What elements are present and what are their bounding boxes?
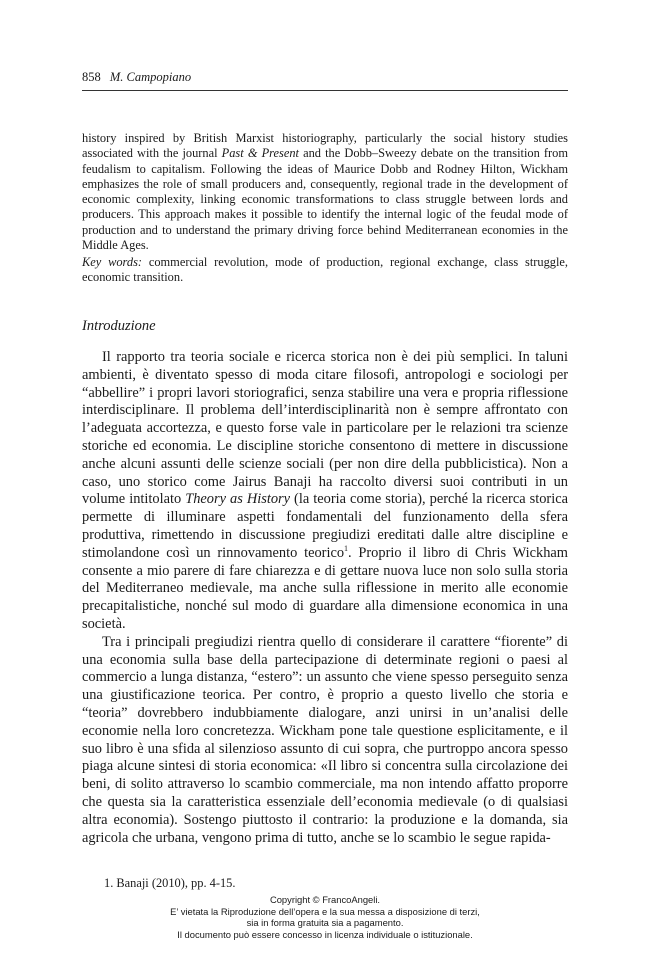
running-header: [82, 70, 568, 85]
copyright-line-2: E’ vietata la Riproduzione dell’opera e la sua messa a disposizione di terzi,: [170, 905, 480, 917]
page-number: 858: [82, 70, 101, 84]
running-author: M. Campopiano: [109, 70, 192, 84]
footnote: 1. Banaji (2010), pp. 4-15.: [104, 876, 236, 890]
abstract: [82, 131, 568, 253]
copyright-line-3: sia in forma gratuita sia a pagamento.: [246, 917, 404, 929]
abstract-paragraph: [82, 131, 568, 253]
header-rule: [82, 90, 568, 91]
footnote-ref: 1: [344, 543, 349, 553]
abstract-text-1: history inspired by British Marxist historiography, particularly the social history studies associated with the journal: [82, 131, 568, 161]
copyright-notice: [82, 894, 568, 940]
keywords-paragraph: [82, 255, 568, 286]
keywords-label: Key words:: [82, 255, 143, 269]
copyright-line-4: Il documento può essere concesso in licenza individuale o istituzionale.: [177, 928, 473, 940]
copyright-line-1: Copyright © FrancoAngeli.: [269, 894, 381, 905]
body-text: [82, 349, 568, 847]
body-paragraph-1: [82, 349, 568, 634]
journal-title: Past & Present: [221, 146, 299, 161]
body-paragraph-2: Tra i principali pregiudizi rientra quello di considerare il carattere “fiorente” di una economia sulla base della partecipazione di determinate regioni o paesi al commercio a lunga distanza, “estero”: un assunto che viene spesso perseguito senza una giustificazione teorica. Per contro, è proprio a questo livello che storia e “teoria” dovrebbero indubbiamente dialogare, anzi unirsi in un’analisi delle economie nella loro concretezza. Wickham pone tale questione esplicitamente, e il suo libro è una sfida al silenzioso assunto di cui sopra, che purtroppo ancora spesso piaga alcune sintesi di storia economica: «Il libro si concentra sulla circolazione dei beni, di solito attraverso lo scambio commerciale, ma non intendo affatto proporre che questa sia la caratteristica essenziale dell’economia medievale (o di qualsiasi altra economia). Sostengo piuttosto il contrario: la produzione e la domanda, sia agricola che urbana, vengono prima di tutto, anche se lo scambio le segue rapida-: [82, 633, 568, 846]
keywords: [82, 255, 568, 286]
p1-text-c: . Proprio il libro di Chris Wickham consente a mio parere di fare chiarezza e di gettare nuova luce non solo sulla storia del Mediterraneo medievale, ma anche sulla riflessione in merito alle economie precapitalistiche, nonché sul modo di guardare alla dimensione economica in una società.: [82, 544, 568, 632]
section-title: Introduzione: [82, 318, 156, 334]
p1-text-b: (la teoria come storia), perché la ricerca storica permette di illuminare aspetti fondamentali del funzionamento della sfera produttiva, rimettendo in discussione pregiudizi ereditati dalle altre discipline e stimolandone così un rinnovamento teorico: [82, 491, 568, 561]
keywords-text: commercial revolution, mode of production, regional exchange, class struggle, economic transition.: [82, 255, 569, 285]
p1-text-a: Il rapporto tra teoria sociale e ricerca storica non è dei più semplici. In taluni ambienti, è diventato spesso di moda citare filosofi, antropologi e sociologi per “abbellire” i propri lavori storiografici, senza stabilire una vera e propria riflessione interdisciplinare. Il problema dell’interdisciplinarità non è sempre affrontato con l’adeguata accortezza, e questo forse vale in particolare per le relazioni tra scienze storiche ed economia. Le discipline storiche consentono di mettere in discussione anche alcuni assunti delle scienze sociali (per non dire della pubblicistica). Non a caso, uno storico come Jairus Banaji ha raccolto diversi suoi contributi in un volume intitolato: [82, 349, 568, 508]
abstract-text-2: and the Dobb–Sweezy debate on the transition from feudalism to capitalism. Following the ideas of Maurice Dobb and Rodney Hilton, Wickham emphasizes the role of small producers and, consequently, regional trade in the development of economic complexity, linking economic transformations to class struggle between lords and producers. This approach makes it possible to identify the internal logic of the feudal mode of production and to understand the primary driving force behind Mediterranean economies in the Middle Ages.: [82, 146, 568, 253]
book-title: Theory as History: [185, 491, 291, 508]
